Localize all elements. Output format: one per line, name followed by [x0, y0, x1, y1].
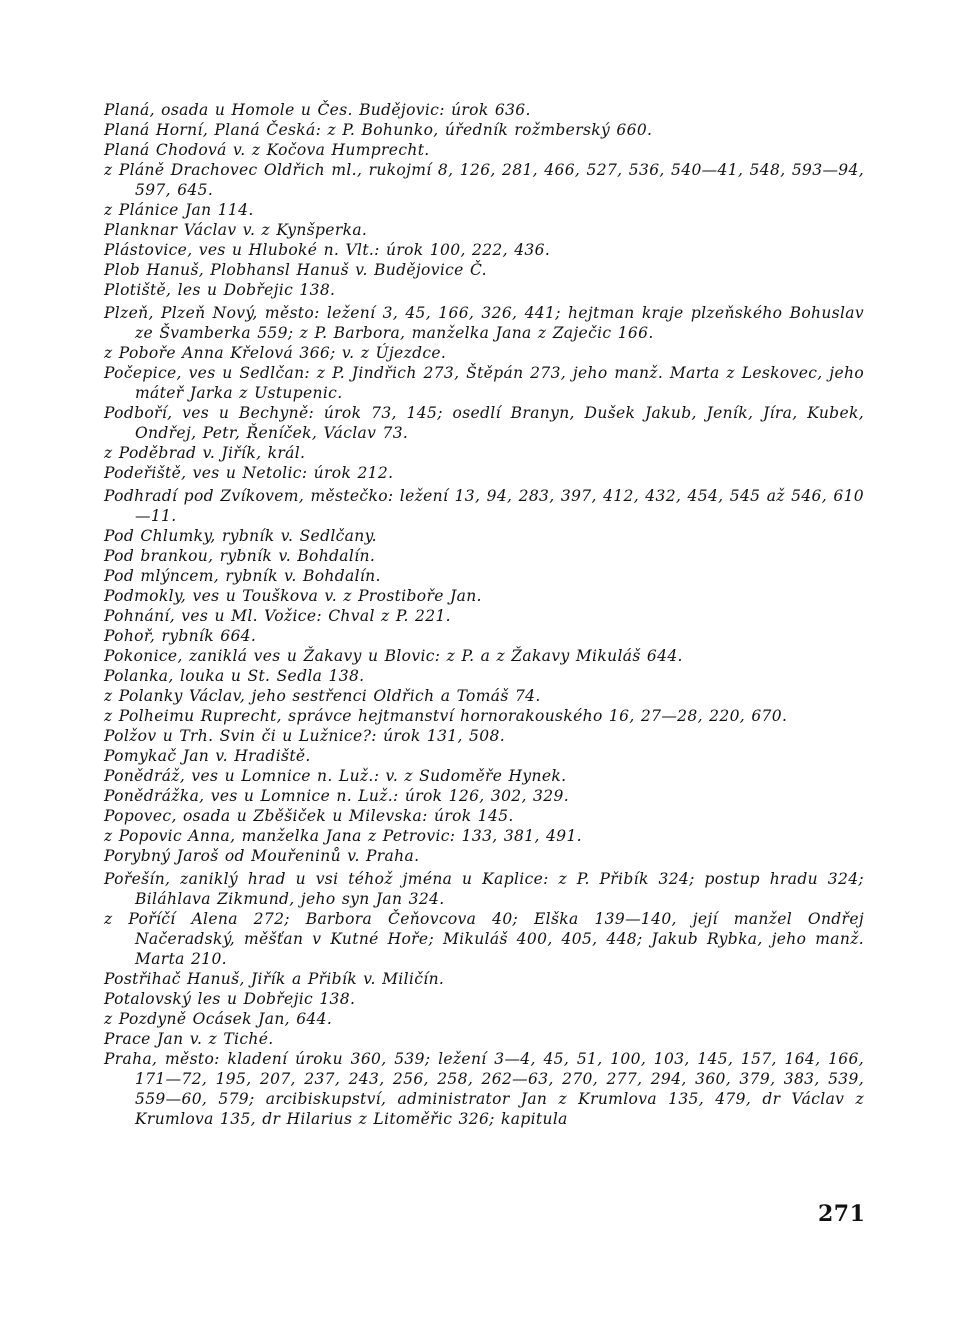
index-entry: Ponědráž, ves u Lomnice n. Luž.: v. z Sudoměře Hynek. — [104, 767, 567, 785]
index-entry: Plástovice, ves u Hluboké n. Vlt.: úrok 100, 222, 436. — [104, 241, 551, 259]
index-entry: Prace Jan v. z Tiché. — [104, 1030, 274, 1048]
index-entry: Pohoř, rybník 664. — [104, 627, 257, 645]
index-entry: Podhradí pod Zvíkovem, městečko: ležení 13, 94, 283, 397, 412, 432, 454, 545 až 546, 610—11. — [104, 487, 864, 525]
index-entry: Počepice, ves u Sedlčan: z P. Jindřich 273, Štěpán 273, jeho manž. Marta z Leskovec, jeho máteř Jarka z Ustupenic. — [104, 364, 864, 402]
index-entry: Pod Chlumky, rybník v. Sedlčany. — [104, 527, 377, 545]
index-entry: z Poděbrad v. Jiřík, král. — [104, 444, 306, 462]
index-entry: Pomykač Jan v. Hradiště. — [104, 747, 311, 765]
index-entry: z Polanky Václav, jeho sestřenci Oldřich a Tomáš 74. — [104, 687, 541, 705]
index-entry: Planá Horní, Planá Česká: z P. Bohunko, úředník rožmberský 660. — [104, 121, 653, 139]
index-entry: z Plánice Jan 114. — [104, 201, 254, 219]
index-entry: Planknar Václav v. z Kynšperka. — [104, 221, 368, 239]
index-entry: Porybný Jaroš od Mouřeninů v. Praha. — [104, 847, 420, 865]
index-entry: Popovec, osada u Zběšiček u Milevska: úrok 145. — [104, 807, 514, 825]
index-entry: Pod brankou, rybník v. Bohdalín. — [104, 547, 376, 565]
index-entry: Pokonice, zaniklá ves u Žakavy u Blovic: z P. a z Žakavy Mikuláš 644. — [104, 647, 683, 665]
index-entry: z Poboře Anna Křelová 366; v. z Újezdce. — [104, 344, 447, 362]
index-entry: Postřihač Hanuš, Jiřík a Přibík v. Miličín. — [104, 970, 445, 988]
index-entry: Plzeň, Plzeň Nový, město: ležení 3, 45, 166, 326, 441; hejtman kraje plzeňského Bohuslav ze Švamberka 559; z P. Barbora, manželka Jana z Zaječic 166. — [104, 304, 864, 342]
index-entry: Ponědrážka, ves u Lomnice n. Luž.: úrok 126, 302, 329. — [104, 787, 569, 805]
index-entry: Podboří, ves u Bechyně: úrok 73, 145; osedlí Branyn, Dušek Jakub, Jeník, Jíra, Kubek, Ondřej, Petr, Řeníček, Václav 73. — [104, 404, 864, 442]
index-entry: Pohnání, ves u Ml. Vožice: Chval z P. 221. — [104, 607, 451, 625]
index-entry: Planá, osada u Homole u Čes. Budějovic: úrok 636. — [104, 101, 531, 119]
index-entry: Planá Chodová v. z Kočova Humprecht. — [104, 141, 430, 159]
index-entry: Praha, město: kladení úroku 360, 539; ležení 3—4, 45, 51, 100, 103, 145, 157, 164, 166, 171—72, 195, 207, 237, 243, 256, 258, 262—63, 270, 277, 294, 360, 379, 383, 539, 559—60, 579; arcibiskupství, administrator Jan z Krumlova 135, 479, dr Václav z Krumlova 135, dr Hilarius z Litoměřic 326; kapitula — [104, 1050, 864, 1128]
index-entry: Podeřiště, ves u Netolic: úrok 212. — [104, 464, 394, 482]
index-entry: Plotiště, les u Dobřejic 138. — [104, 281, 336, 299]
index-entry-list — [104, 100, 864, 1129]
index-entry: Pořešín, zaniklý hrad u vsi téhož jména u Kaplice: z P. Přibík 324; postup hradu 324; Biláhlava Zikmund, jeho syn Jan 324. — [104, 870, 864, 908]
index-entry: Polanka, louka u St. Sedla 138. — [104, 667, 365, 685]
index-entry: Podmokly, ves u Touškova v. z Prostiboře Jan. — [104, 587, 482, 605]
index-entry: Polžov u Trh. Svin či u Lužnice?: úrok 131, 508. — [104, 727, 505, 745]
page-number: 271 — [818, 1201, 866, 1227]
index-entry: Potalovský les u Dobřejic 138. — [104, 990, 356, 1008]
index-entry: z Pláně Drachovec Oldřich ml., rukojmí 8, 126, 281, 466, 527, 536, 540—41, 548, 593—94, 597, 645. — [104, 161, 864, 199]
index-entry: z Poříčí Alena 272; Barbora Čeňovcova 40; Elška 139—140, její manžel Ondřej Načeradský, měšťan v Kutné Hoře; Mikuláš 400, 405, 448; Jakub Rybka, jeho manž. Marta 210. — [104, 910, 864, 968]
index-entry: z Popovic Anna, manželka Jana z Petrovic: 133, 381, 491. — [104, 827, 582, 845]
index-entry: z Pozdyně Ocásek Jan, 644. — [104, 1010, 333, 1028]
index-entry: z Polheimu Ruprecht, správce hejtmanství hornorakouského 16, 27—28, 220, 670. — [104, 707, 788, 725]
index-entry: Plob Hanuš, Plobhansl Hanuš v. Budějovice Č. — [104, 261, 487, 279]
index-entry: Pod mlýncem, rybník v. Bohdalín. — [104, 567, 381, 585]
